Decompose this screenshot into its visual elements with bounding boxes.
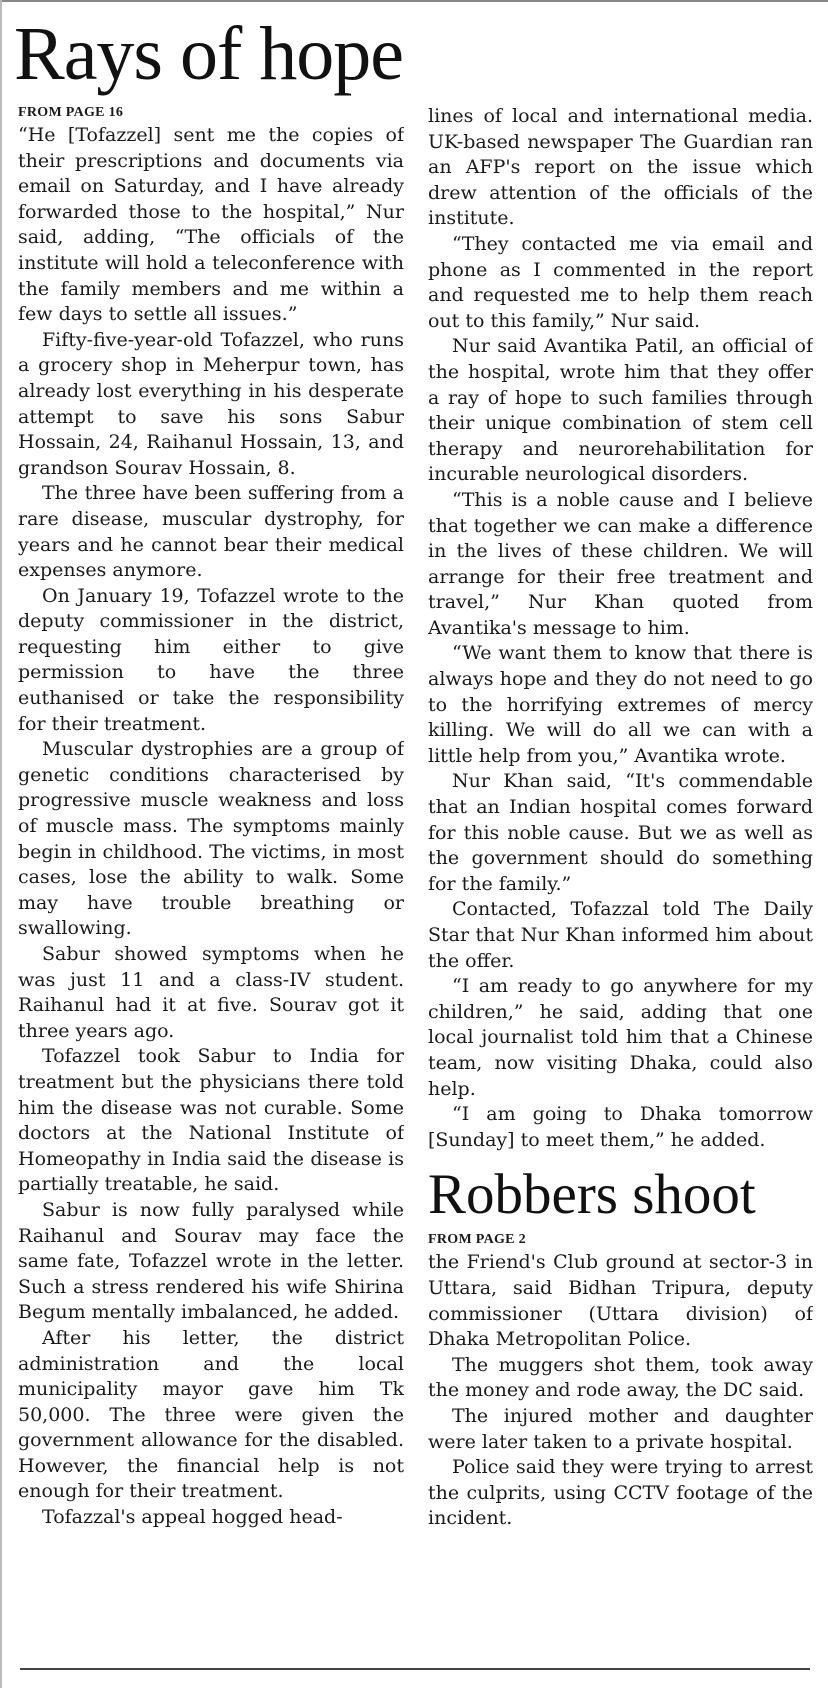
story1-paragraph: Tofazzal's appeal hogged head-: [42, 1506, 343, 1529]
story1-paragraph: Contacted, Tofazzal told The Daily Star that Nur Khan informed him about the offer.: [428, 898, 813, 972]
story2-paragraph: The muggers shot them, took away the money and rode away, the DC said.: [428, 1353, 813, 1402]
story1-paragraph: Tofazzel took Sabur to India for treatment but the physicians there told him the disease was not curable. Some doctors at the National Institute of Homeopathy in India said the disease is partially treatable, he said.: [18, 1045, 404, 1196]
story1-paragraph: “They contacted me via email and phone as I commented in the report and requested me to help them reach out to this family,” Nur said.: [428, 232, 813, 332]
story1-paragraph: Nur said Avantika Patil, an official of the hospital, wrote him that they offer a ray of hope to such families through their unique combination of stem cell therapy and neurorehabilitation for incurable neurological disorders.: [428, 335, 813, 486]
story1-paragraph: “This is a noble cause and I believe that together we can make a difference in the lives of these children. We will arrange for their free treatment and travel,” Nur Khan quoted from Avantika's message to him.: [428, 488, 813, 639]
story2-headline: Robbers shoot: [428, 1163, 756, 1227]
story1-headline: Rays of hope: [14, 12, 404, 96]
story1-paragraph: “We want them to know that there is always hope and they do not need to go to the horrifying extremes of mercy killing. We will do all we can with a little help from you,” Avantika wrote.: [428, 642, 813, 767]
story1-paragraph: Nur Khan said, “It's commendable that an Indian hospital comes forward for this noble cause. But we as well as the government should do something for the family.”: [428, 770, 813, 895]
story1-paragraph: Sabur is now fully paralysed while Raihanul and Sourav may face the same fate, Tofazzel wrote in the letter. Such a stress rendered his wife Shirina Begum mentally imbalanced, he added.: [18, 1198, 404, 1324]
story1-paragraph: Muscular dystrophies are a group of genetic conditions characterised by progressive muscle weakness and loss of muscle mass. The symptoms mainly begin in childhood. The victims, in most cases, lose the ability to walk. Some may have trouble breathing or swallowing.: [18, 738, 404, 940]
story1-paragraph: On January 19, Tofazzel wrote to the deputy commissioner in the district, requesting him either to give permission to have the three euthanised or take the responsibility for their treatment.: [18, 584, 404, 735]
story1-paragraph: Fifty-five-year-old Tofazzel, who runs a grocery shop in Meherpur town, has already lost everything in his desperate attempt to save his sons Sabur Hossain, 24, Raihanul Hossain, 13, and grandson Sourav Hossain, 8.: [18, 328, 404, 479]
story1-paragraph: “I am ready to go anywhere for my children,” he said, adding that one local journalist told him that a Chinese team, now visiting Dhaka, could also help.: [428, 975, 813, 1100]
story1-paragraph: “I am going to Dhaka tomorrow [Sunday] to meet them,” he added.: [428, 1103, 813, 1151]
story1-left-column: [18, 104, 404, 1662]
story1-kicker: FROM PAGE 16: [18, 105, 124, 120]
story1-paragraph: lines of local and international media. UK-based newspaper The Guardian ran an AFP's report on the issue which drew attention of the officials of the institute.: [428, 105, 813, 230]
story2-paragraph: the Friend's Club ground at sector-3 in Uttara, said Bidhan Tripura, deputy commissioner (Uttara division) of Dhaka Metropolitan Police.: [428, 1251, 813, 1351]
story2-paragraph: Police said they were trying to arrest the culprits, using CCTV footage of the incident.: [428, 1456, 813, 1530]
story2-paragraph: The injured mother and daughter were later taken to a private hospital.: [428, 1404, 813, 1453]
story1-paragraph: After his letter, the district administration and the local municipality mayor gave him Tk 50,000. The three were given the government allowance for the disabled. However, the financial help is not enough for their treatment.: [18, 1326, 404, 1503]
story2-kicker: FROM PAGE 2: [428, 1232, 526, 1248]
story1-right-column: [428, 104, 813, 1662]
left-rule: [0, 0, 2, 1688]
story1-paragraph: “He [Tofazzel] sent me the copies of their prescriptions and documents via email on Saturday, and I have already forwarded those to the hospital,” Nur said, adding, “The officials of the institute will hold a teleconference with the family members and me within a few days to settle all issues.”: [18, 124, 404, 326]
story1-paragraph: The three have been suffering from a rare disease, muscular dystrophy, for years and he cannot bear their medical expenses anymore.: [18, 482, 404, 582]
bottom-rule: [20, 1668, 810, 1670]
top-rule: [0, 0, 828, 2]
story1-paragraph: Sabur showed symptoms when he was just 11 and a class-IV student. Raihanul had it at five. Sourav got it three years ago.: [18, 943, 404, 1042]
